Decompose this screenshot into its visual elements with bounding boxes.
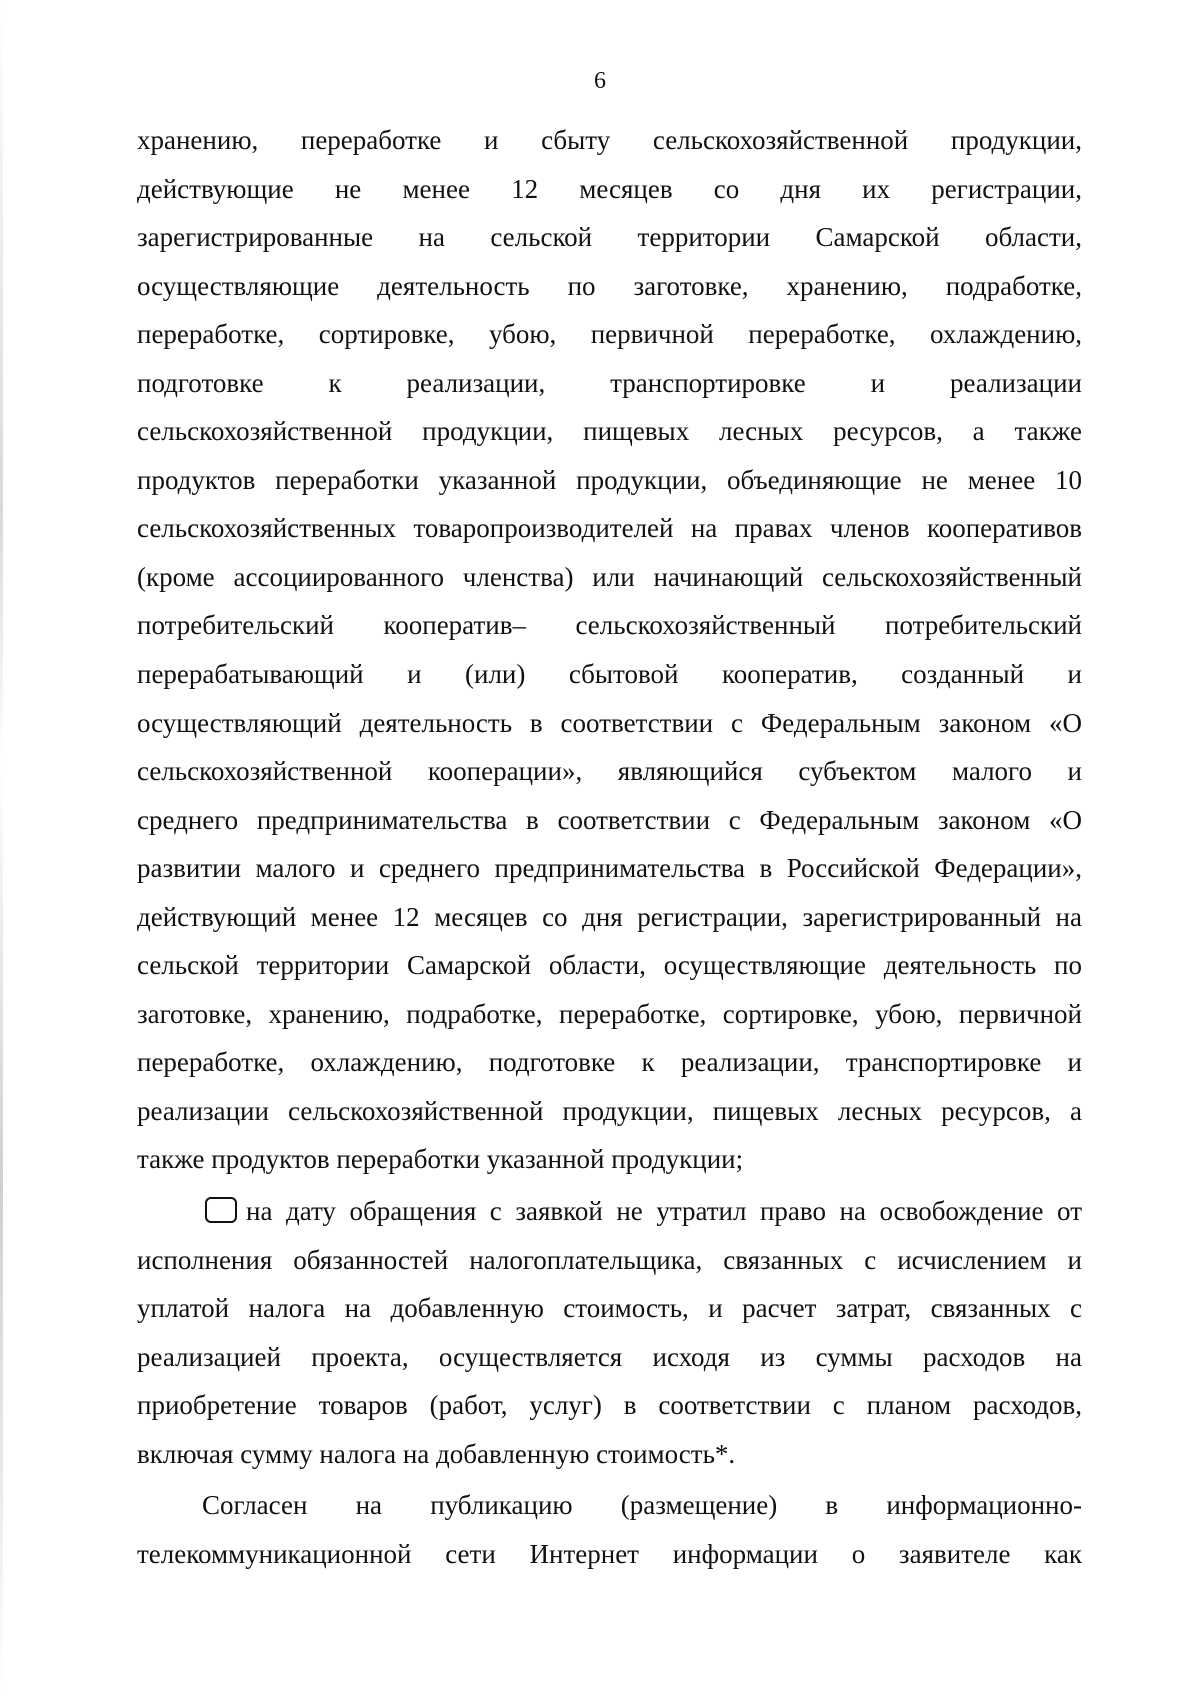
text-line: включая сумму налога на добавленную стоимость*.: [137, 1438, 736, 1469]
text-line: действующие не менее 12 месяцев со дня их регистрации,: [137, 173, 1082, 204]
text-line: действующий менее 12 месяцев со дня регистрации, зарегистрированный на: [137, 901, 1082, 932]
text-line: сельской территории Самарской области, осуществляющие деятельность по: [137, 950, 1082, 981]
document-body: [137, 116, 1082, 1578]
text-line: реализации сельскохозяйственной продукции, пищевых лесных ресурсов, а: [137, 1095, 1082, 1126]
text-line: на дату обращения с заявкой не утратил право на освобождение от: [246, 1196, 1082, 1227]
text-line: (кроме ассоциированного членства) или начинающий сельскохозяйственный: [137, 561, 1082, 592]
text-line: реализацией проекта, осуществляется исходя из суммы расходов на: [137, 1341, 1082, 1372]
text-line: продуктов переработки указанной продукции, объединяющие не менее 10: [137, 464, 1082, 495]
text-line: зарегистрированные на сельской территории Самарской области,: [137, 222, 1082, 253]
text-line: перерабатывающий и (или) сбытовой кооператив, созданный и: [137, 659, 1082, 690]
text-line: исполнения обязанностей налогоплательщика, связанных с исчислением и: [137, 1244, 1082, 1275]
text-line: сельскохозяйственных товаропроизводителей на правах членов кооперативов: [137, 513, 1082, 544]
text-line: Согласен на публикацию (размещение) в информационно-: [202, 1490, 1082, 1521]
text-line: хранению, переработке и сбыту сельскохозяйственной продукции,: [137, 125, 1082, 155]
text-line: уплатой налога на добавленную стоимость, и расчет затрат, связанных с: [137, 1293, 1082, 1324]
text-line: сельскохозяйственной продукции, пищевых лесных ресурсов, а также: [137, 416, 1082, 447]
text-line: также продуктов переработки указанной продукции;: [137, 1144, 744, 1175]
text-line: среднего предпринимательства в соответствии с Федеральным законом «О: [137, 804, 1082, 835]
text-line: переработке, охлаждению, подготовке к реализации, транспортировке и: [137, 1047, 1082, 1078]
text-line: переработке, сортировке, убою, первичной переработке, охлаждению,: [137, 319, 1082, 350]
text-line: потребительский кооператив– сельскохозяйственный потребительский: [137, 610, 1082, 641]
paragraph-3: [137, 1481, 1082, 1578]
text-line: осуществляющий деятельность в соответствии с Федеральным законом «О: [137, 707, 1082, 738]
text-line: телекоммуникационной сети Интернет информации о заявителе как: [137, 1538, 1082, 1569]
text-line: осуществляющие деятельность по заготовке, хранению, подработке,: [137, 270, 1082, 301]
text-line: развитии малого и среднего предпринимательства в Российской Федерации»,: [137, 853, 1082, 884]
paragraph-1: [137, 116, 1082, 1184]
text-line: заготовке, хранению, подработке, переработке, сортировке, убою, первичной: [137, 998, 1082, 1029]
paragraph-2: [137, 1187, 1082, 1478]
text-line: приобретение товаров (работ, услуг) в соответствии с планом расходов,: [137, 1390, 1082, 1421]
page-number: 6: [594, 68, 606, 94]
text-line: подготовке к реализации, транспортировке и реализации: [137, 367, 1082, 398]
text-line: сельскохозяйственной кооперации», являющийся субъектом малого и: [137, 756, 1082, 787]
scan-edge: [0, 0, 3, 1697]
